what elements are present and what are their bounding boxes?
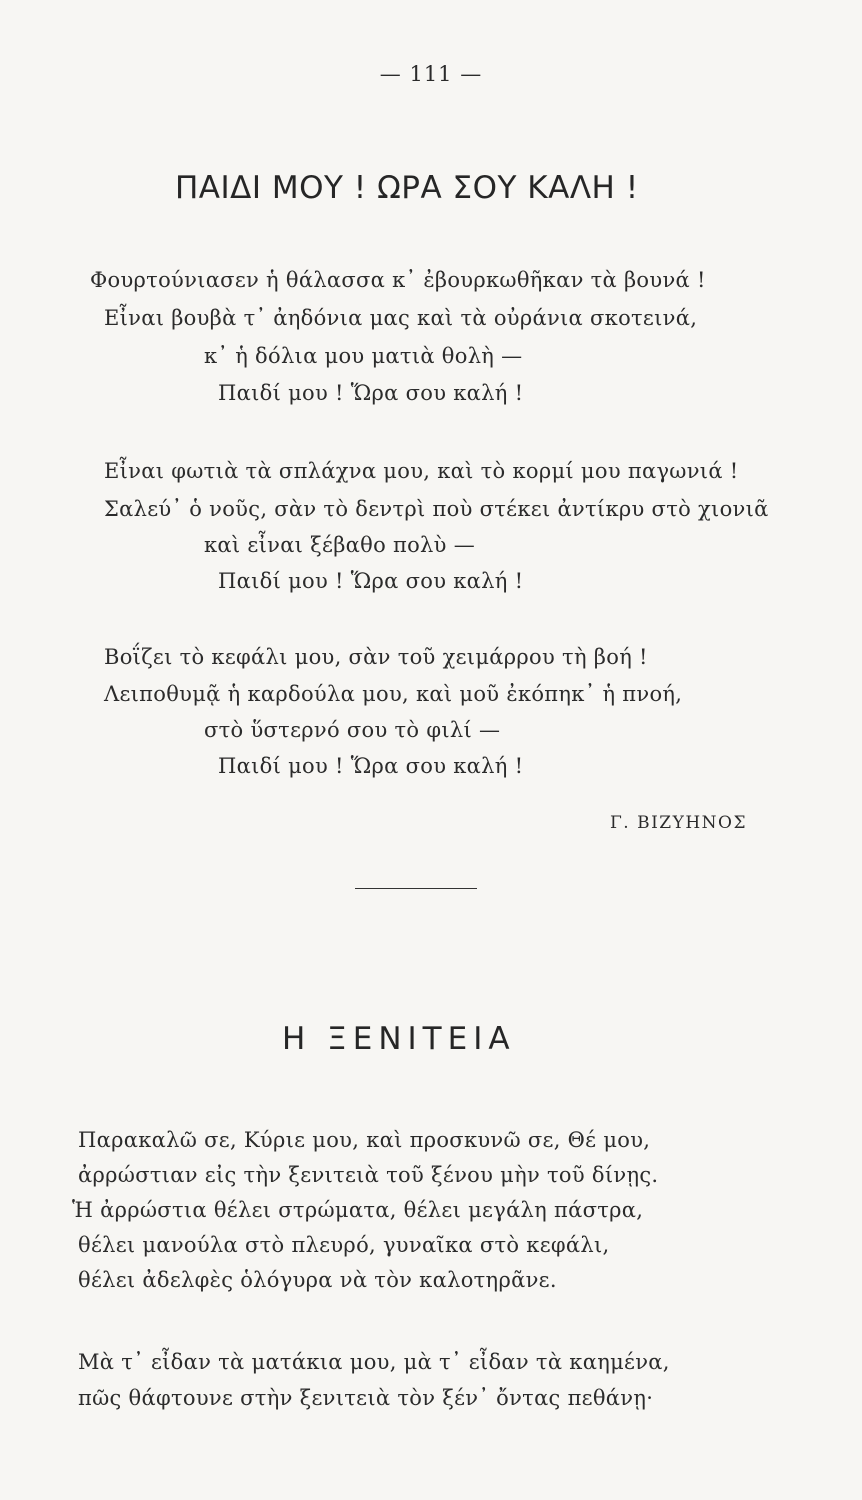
poem-title: ΠΑΙΔΙ ΜΟΥ ! ΩΡΑ ΣΟΥ ΚΑΛΗ ! (175, 170, 639, 206)
verse-line: θέλει μανούλα στὸ πλευρό, γυναῖκα στὸ κεφάλι, (78, 1233, 610, 1257)
verse-line: θέλει ἀδελφὲς ὁλόγυρα νὰ τὸν καλοτηρᾶνε. (78, 1268, 557, 1292)
verse-line: Ἡ ἀρρώστια θέλει στρώματα, θέλει μεγάλη πάστρα, (72, 1198, 644, 1222)
verse-line: Παιδί μου ! Ὥρα σου καλή ! (218, 754, 524, 778)
section-divider (355, 888, 477, 889)
verse-line: Βοΐζει τὸ κεφάλι μου, σὰν τοῦ χειμάρρου τὴ βοή ! (104, 645, 648, 669)
verse-line: Μὰ τ᾿ εἶδαν τὰ ματάκια μου, μὰ τ᾿ εἶδαν τὰ καημένα, (78, 1350, 670, 1374)
verse-line: Παιδί μου ! Ὥρα σου καλή ! (218, 381, 524, 405)
poem-title: Η ΞΕΝΙΤΕΙΑ (282, 1021, 516, 1057)
verse-line: Εἶναι φωτιὰ τὰ σπλάχνα μου, καὶ τὸ κορμί μου παγωνιά ! (104, 459, 739, 483)
verse-line: Παιδί μου ! Ὥρα σου καλή ! (218, 569, 524, 593)
verse-line: Λειποθυμᾷ ἡ καρδούλα μου, καὶ μοῦ ἐκόπηκ᾿ ἡ πνοή, (104, 682, 683, 706)
verse-line: κ᾿ ἡ δόλια μου ματιὰ θολὴ — (204, 344, 523, 368)
verse-line: Φουρτούνιασεν ἡ θάλασσα κ᾿ ἐβουρκωθῆκαν τὰ βουνά ! (90, 268, 706, 292)
verse-line: Σαλεύ᾿ ὁ νοῦς, σὰν τὸ δεντρὶ ποὺ στέκει ἀντίκρυ στὸ χιονιᾶ (104, 497, 769, 521)
verse-line: ἀρρώστιαν εἰς τὴν ξενιτειὰ τοῦ ξένου μὴν τοῦ δίνῃς. (78, 1163, 659, 1187)
author-signature: Γ. ΒΙΖΥΗΝΟΣ (609, 813, 747, 833)
page-number: — 111 — (379, 62, 483, 86)
verse-line: στὸ ὕστερνό σου τὸ φιλί — (204, 718, 501, 742)
verse-line: Παρακαλῶ σε, Κύριε μου, καὶ προσκυνῶ σε, Θέ μου, (78, 1128, 651, 1152)
verse-line: πῶς θάφτουνε στὴν ξενιτειὰ τὸν ξέν᾿ ὄντας πεθάνῃ· (78, 1386, 654, 1410)
verse-line: καὶ εἶναι ξέβαθο πολὺ — (204, 533, 476, 557)
verse-line: Εἶναι βουβὰ τ᾿ ἀηδόνια μας καὶ τὰ οὐράνια σκοτεινά, (104, 306, 698, 330)
